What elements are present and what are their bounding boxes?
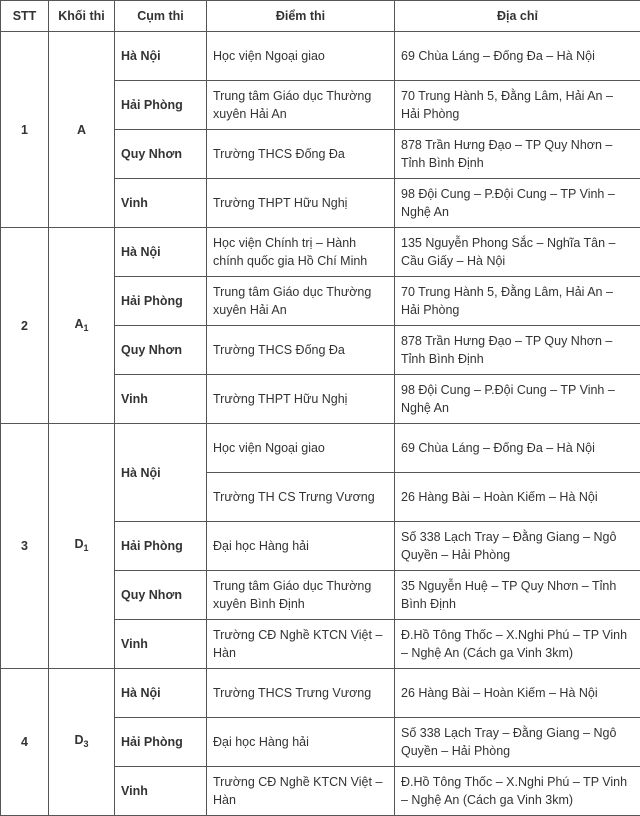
khoi-thi-subscript: 1 [84,323,89,333]
khoi-thi-cell [49,32,115,228]
diem-thi-cell: Trung tâm Giáo dục Thường xuyên Bình Định [207,571,395,620]
header-khoi-thi: Khối thi [49,1,115,32]
stt-cell: 3 [1,424,49,669]
cum-thi-cell: Vinh [115,179,207,228]
diem-thi-cell: Đại học Hàng hải [207,718,395,767]
stt-cell: 4 [1,669,49,816]
dia-chi-cell: Đ.Hồ Tông Thốc – X.Nghi Phú – TP Vinh – Nghệ An (Cách ga Vinh 3km) [395,620,640,669]
cum-thi-cell: Hải Phòng [115,522,207,571]
cum-thi-cell: Vinh [115,767,207,816]
diem-thi-cell: Trường THCS Trưng Vương [207,669,395,718]
diem-thi-cell: Trường THCS Đống Đa [207,326,395,375]
table-row [1,669,640,718]
table-body [1,32,640,816]
dia-chi-cell: 69 Chùa Láng – Đống Đa – Hà Nội [395,424,640,473]
khoi-thi-letter: D [74,537,83,551]
dia-chi-cell: 70 Trung Hành 5, Đằng Lâm, Hải An – Hải Phòng [395,277,640,326]
diem-thi-cell: Trường TH CS Trưng Vương [207,473,395,522]
diem-thi-cell: Trường THPT Hữu Nghị [207,179,395,228]
cum-thi-cell: Hà Nội [115,669,207,718]
dia-chi-cell: Đ.Hồ Tông Thốc – X.Nghi Phú – TP Vinh – Nghệ An (Cách ga Vinh 3km) [395,767,640,816]
diem-thi-cell: Trung tâm Giáo dục Thường xuyên Hải An [207,81,395,130]
khoi-thi-cell [49,228,115,424]
dia-chi-cell: 98 Đội Cung – P.Đội Cung – TP Vinh – Nghệ An [395,375,640,424]
dia-chi-cell: 878 Trần Hưng Đạo – TP Quy Nhơn – Tỉnh Bình Định [395,326,640,375]
diem-thi-cell: Học viện Ngoại giao [207,424,395,473]
cum-thi-cell: Quy Nhơn [115,326,207,375]
cum-thi-cell: Hà Nội [115,32,207,81]
table-row [1,228,640,277]
cum-thi-cell: Hải Phòng [115,718,207,767]
diem-thi-cell: Học viện Ngoại giao [207,32,395,81]
table-row [1,424,640,473]
cum-thi-cell: Vinh [115,620,207,669]
khoi-thi-subscript: 1 [84,543,89,553]
dia-chi-cell: 26 Hàng Bài – Hoàn Kiếm – Hà Nội [395,473,640,522]
diem-thi-cell: Trường THCS Đống Đa [207,130,395,179]
dia-chi-cell: 26 Hàng Bài – Hoàn Kiếm – Hà Nội [395,669,640,718]
diem-thi-cell: Trường CĐ Nghề KTCN Việt – Hàn [207,620,395,669]
cum-thi-cell: Hải Phòng [115,277,207,326]
table-row [1,32,640,81]
diem-thi-cell: Trường THPT Hữu Nghị [207,375,395,424]
header-row [1,1,640,32]
diem-thi-cell: Đại học Hàng hải [207,522,395,571]
dia-chi-cell: 135 Nguyễn Phong Sắc – Nghĩa Tân – Cầu Giấy – Hà Nội [395,228,640,277]
dia-chi-cell: Số 338 Lạch Tray – Đằng Giang – Ngô Quyền – Hải Phòng [395,522,640,571]
dia-chi-cell: 35 Nguyễn Huệ – TP Quy Nhơn – Tỉnh Bình Định [395,571,640,620]
khoi-thi-letter: D [74,733,83,747]
khoi-thi-cell [49,424,115,669]
cum-thi-cell: Quy Nhơn [115,130,207,179]
stt-cell: 2 [1,228,49,424]
dia-chi-cell: Số 338 Lạch Tray – Đằng Giang – Ngô Quyền – Hải Phòng [395,718,640,767]
header-stt: STT [1,1,49,32]
header-dia-chi: Địa chỉ [395,1,640,32]
dia-chi-cell: 70 Trung Hành 5, Đằng Lâm, Hải An – Hải Phòng [395,81,640,130]
dia-chi-cell: 69 Chùa Láng – Đống Đa – Hà Nội [395,32,640,81]
cum-thi-cell: Hà Nội [115,424,207,522]
header-diem-thi: Điểm thi [207,1,395,32]
diem-thi-cell: Học viện Chính trị – Hành chính quốc gia Hồ Chí Minh [207,228,395,277]
dia-chi-cell: 98 Đội Cung – P.Đội Cung – TP Vinh – Nghệ An [395,179,640,228]
dia-chi-cell: 878 Trần Hưng Đạo – TP Quy Nhơn – Tỉnh Bình Định [395,130,640,179]
cum-thi-cell: Quy Nhơn [115,571,207,620]
header-cum-thi: Cụm thi [115,1,207,32]
khoi-thi-subscript: 3 [84,739,89,749]
diem-thi-cell: Trung tâm Giáo dục Thường xuyên Hải An [207,277,395,326]
khoi-thi-letter: A [74,317,83,331]
khoi-thi-cell [49,669,115,816]
khoi-thi-letter: A [77,123,86,137]
cum-thi-cell: Hà Nội [115,228,207,277]
diem-thi-cell: Trường CĐ Nghề KTCN Việt – Hàn [207,767,395,816]
stt-cell: 1 [1,32,49,228]
cum-thi-cell: Vinh [115,375,207,424]
cum-thi-cell: Hải Phòng [115,81,207,130]
